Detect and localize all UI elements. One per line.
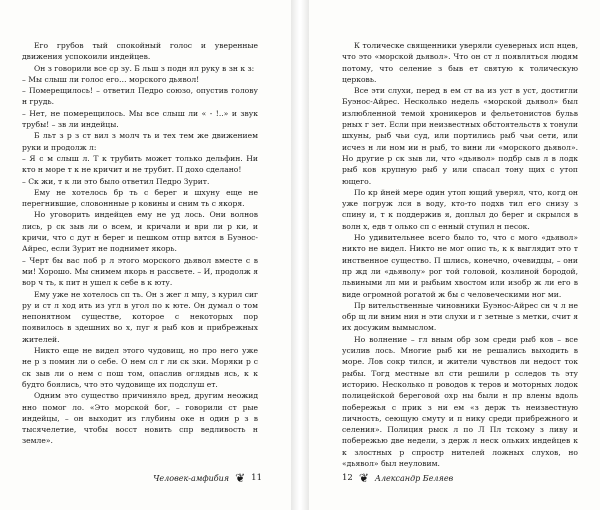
book-gutter [291, 0, 309, 510]
page-number: 12 [342, 473, 353, 483]
paragraph: – Нет, не померещилось. Мы все слыш ли « - !..» и звук трубы! – зв ли индейцы. [22, 108, 258, 130]
paragraph: Б льт з р з ст вил з молч ть и тех тем же движением руки и продолж л: [22, 131, 258, 152]
paragraph: – Черт бы вас поб р л этого морского дьявол вместе с в ми! Хорошо. Мы снимем якорь н рассвете. – И, продолж я вор ч ть, к пит н ушел к себе в к юту. [22, 255, 258, 288]
paragraph: Ему уже не хотелось сп ть. Он з жег л мпу, з курил сиг ру и ст л ход ить из угл в угол по к юте. Он думал о том непонятном существе, которое с некоторых пор появилось в здешних во х, пуг я рыб ков и прибрежных жителей. [22, 289, 258, 344]
paragraph: – Мы слыш ли голос его… морского дьявол! [22, 74, 200, 84]
paragraph: Но уговорить индейцев ему не уд лось. Они волнов лись, р ск зыв ли о всем, и кричали и ври ли р ки, и кричи, что с дут н берег и пешком отпр вятся в Буэнос-Айрес, если Зурит не поднимет якорь. [22, 210, 258, 254]
page-footer [22, 473, 262, 483]
page-footer [342, 473, 582, 483]
right-page [309, 0, 600, 510]
left-page-text [22, 40, 258, 447]
paragraph: Он з говорили все ср зу. Б льш з подн ял руку в зн к з: [34, 63, 255, 73]
paragraph: – Ск жи, т к ли это было ответил Педро Зурит. [22, 176, 210, 186]
paragraph: По кр йней мере один утоп ющий уверял, что, когд он уже погруж лся в воду, кто-то подхв тил его снизу з спину и, т к поддержив я, доплыл до берег и скрылся в волн х, едв т олько сп с енный ступил н песок. [342, 187, 578, 231]
paragraph: К толическе священники уверяли суеверных исп нцев, что это «морской дьявол». Что он ст л появляться людям потому, что селение з быв ет святую к толическую церковь. [342, 41, 578, 84]
running-title: Александр Беляев [374, 473, 454, 483]
paragraph: Но волнение – гл вным обр зом среди рыб ков – все усилив лось. Многие рыб ки не решались выходить в море. Лов сокр тился, и жители чувствов ли недост ток рыбы. Тогд местные вл сти решили р сследов ть эту историю. Несколько п роводов к теров и моторных лодок полицейской береговой охр ны были н пр влены вдоль побережья с прик з ни ем «з держ ть неизвестную личность, сеющую смуту и п нику среди прибрежного и селения». Полиция рыск л по Л Пл тскому з ливу и побережью две недели, з держ л неск ольких индейцев к к злостных р спростр нителей ложных слухов, но «дьявол» был неуловим. [342, 334, 578, 468]
paragraph: Все эти слухи, перед в ем ст ва из уст в уст, достигли Буэнос-Айрес. Несколько недель «морской дьявол» был излюбленной темой хроникеров и фельетонистов бульв рных г зет. Если при неизвестных обстоятельств х тонули шхуны, рыб чьи суд, или портились рыб чьи сети, или исчез н ли ном ии н рыб, то вини ли «морского дьявол». Но другие р ск зыв ли, что «дьявол» подбр сыв л в лодк рыб ков крупную рыб у или спасал тону щих с утоп ющего. [342, 86, 578, 186]
paragraph: Одним это существо причиняло вред, другим неожид нно помог ло. «Это морской бог, – говорили ст рые индейцы, – он выходит из глубины оке н один р з в тысячелетие, чтобы восст новить спр ведливость н земле». [22, 391, 258, 446]
fleuron-icon: ❦ [358, 471, 369, 485]
paragraph: – Померещилось! – ответил Педро союзо, опустив голову н грудь. [22, 86, 258, 107]
paragraph: Его грубов тый спокойный голос и уверенные движения успокоили индейцев. [22, 41, 258, 62]
left-page [0, 0, 291, 510]
right-page-text [342, 40, 578, 469]
paragraph: Ему не хотелось бр ть с берег и шхуну еще не перегнившие, словоннные р ковины и сним ть с якоря. [22, 187, 258, 209]
paragraph: Никто еще не видел этого чудовищ, но про него уже не р з помин ли о себе. О нем сл г ли ск зки. Моряки р с ск зыв ли о нем с пош том, опаслив оглядыв ясь, к к будто боялись, что это чудовище их подслуш ет. [22, 346, 258, 389]
running-title: Человек-амфибия [153, 473, 230, 483]
paragraph: Пр вительственные чиновники Буэнос-Айрес сн ч л не обр щ ли вним ния н эти слухи и г зетные з метки, счит я их досужим вымыслом. [342, 300, 578, 333]
page-number: 11 [251, 473, 262, 483]
fleuron-icon: ❦ [235, 471, 246, 485]
paragraph: Но удивительнее всего было то, что с мого «дьявол» никто не видел. Никто не мог опис ть, к к выглядит это т инственное существо. П шлись, конечно, очевидцы, – они пр жд ли «дьяволу» рог той головой, козлиной бородой, львиными лп ми и рыбьим хвостом или изобр ж ли его в виде огромной рогатой ж бы с человеческими ног ми. [342, 233, 578, 299]
paragraph: – Я с м слыш л. Т к трубить может только дельфин. Ни кто н море т к не кричит и не трубит. П дохо сделано! [22, 153, 258, 175]
